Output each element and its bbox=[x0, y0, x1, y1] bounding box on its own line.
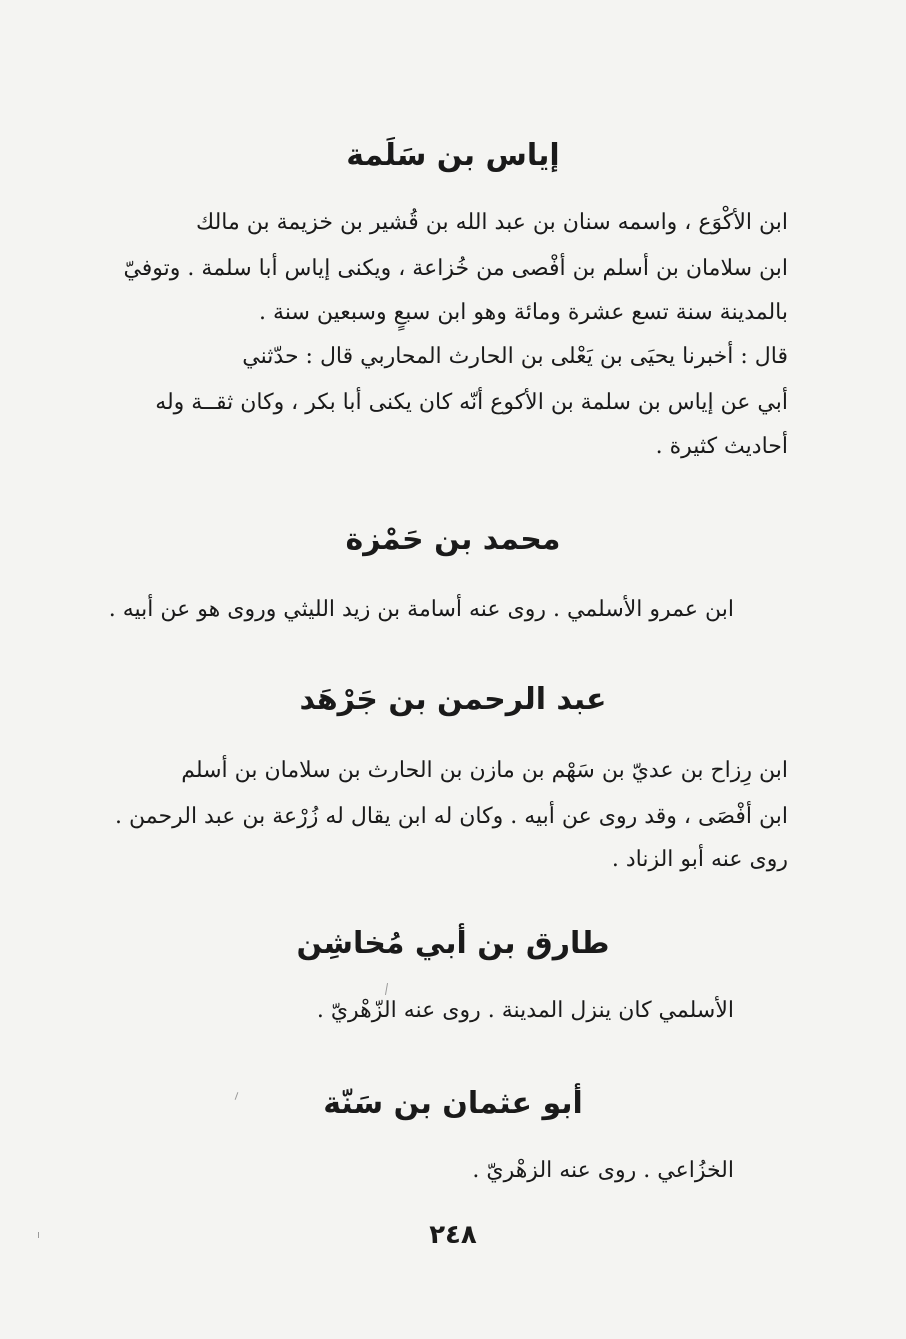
page-number: ٢٤٨ bbox=[429, 1220, 477, 1250]
scan-speck bbox=[38, 1232, 39, 1238]
paragraph-line: ابن الأكْوَع ، واسمه سنان بن عبد الله بن قُشير بن خزيمة بن مالك bbox=[196, 210, 788, 235]
paragraph-line: أحاديث كثيرة . bbox=[655, 434, 788, 459]
section-title: إياس بن سَلَمة bbox=[346, 138, 560, 173]
paragraph-line: أبي عن إياس بن سلمة بن الأكوع أنّه كان يكنى أبا بكر ، وكان ثقــة وله bbox=[155, 390, 788, 415]
section-title: محمد بن حَمْزة bbox=[345, 522, 561, 557]
section-title: أبو عثمان بن سَنّة bbox=[323, 1086, 583, 1121]
paragraph-line: بالمدينة سنة تسع عشرة ومائة وهو ابن سبعٍ وسبعين سنة . bbox=[259, 300, 788, 325]
paragraph-line: ابن رِزاح بن عديّ بن سَهْم بن مازن بن الحارث بن سلامان بن أسلم bbox=[181, 758, 788, 783]
paragraph-line: الخزُاعي . روى عنه الزهْريّ . bbox=[472, 1158, 734, 1183]
paragraph-line: الأسلمي كان ينزل المدينة . روى عنه الزّهْريّ . bbox=[316, 998, 734, 1023]
paragraph-line: ابن سلامان بن أسلم بن أفْصى من خُزاعة ، ويكنى إياس أبا سلمة . وتوفيّ bbox=[123, 256, 788, 281]
paragraph-line: روى عنه أبو الزناد . bbox=[611, 847, 788, 872]
section-title: طارق بن أبي مُخاشِن bbox=[296, 926, 610, 961]
paragraph-line: ابن أفْصَى ، وقد روى عن أبيه . وكان له ابن يقال له زُرْعة بن عبد الرحمن . bbox=[115, 804, 788, 829]
paragraph-line: ابن عمرو الأسلمي . روى عنه أسامة بن زيد الليثي وروى هو عن أبيه . bbox=[108, 597, 734, 622]
paragraph-line: قال : أخبرنا يحيَى بن يَعْلى بن الحارث المحاربي قال : حدّثني bbox=[242, 344, 788, 369]
section-title: عبد الرحمن بن جَرْهَد bbox=[299, 682, 607, 717]
